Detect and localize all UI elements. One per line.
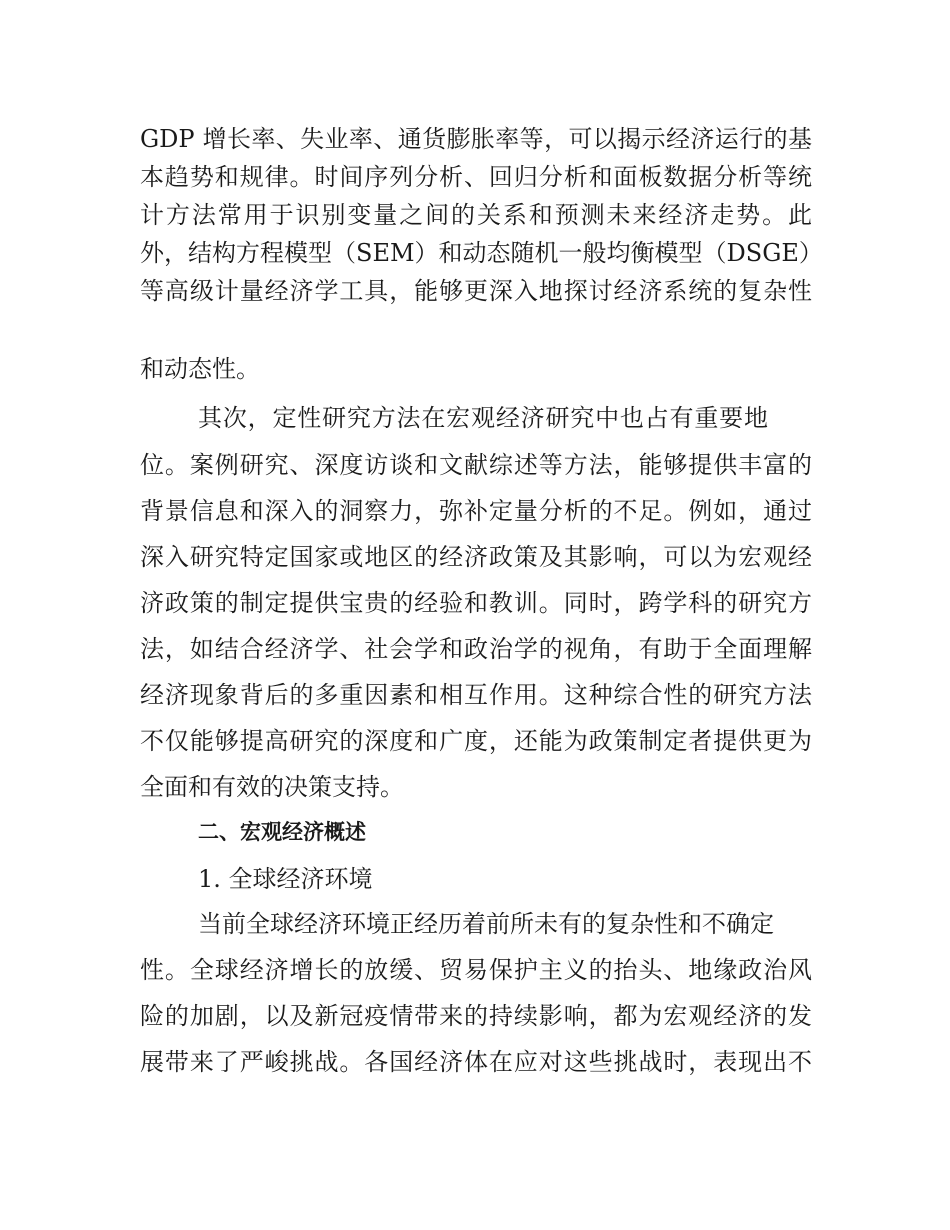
paragraph-line: 不仅能够提高研究的深度和广度，还能为政策制定者提供更为 [140,727,812,755]
paragraph-line: 险的加剧，以及新冠疫情带来的持续影响，都为宏观经济的发 [140,1002,812,1030]
paragraph-line: 性。全球经济增长的放缓、贸易保护主义的抬头、地缘政治风 [140,956,812,984]
subsection-heading: 1. 全球经济环境 [198,865,373,893]
paragraph-line: 全面和有效的决策支持。 [140,773,404,801]
paragraph-line: GDP 增长率、失业率、通货膨胀率等，可以揭示经济运行的基 [140,125,812,153]
paragraph-line: 济政策的制定提供宝贵的经验和教训。同时，跨学科的研究方 [140,589,812,617]
paragraph-line: 计方法常用于识别变量之间的关系和预测未来经济走势。此 [140,201,812,229]
paragraph-line: 和动态性。 [140,355,260,383]
paragraph-line: 位。案例研究、深度访谈和文献综述等方法，能够提供丰富的 [140,451,812,479]
paragraph-line: 本趋势和规律。时间序列分析、回归分析和面板数据分析等统 [140,163,812,191]
paragraph-line: 深入研究特定国家或地区的经济政策及其影响，可以为宏观经 [140,543,812,571]
paragraph-line: 等高级计量经济学工具，能够更深入地探讨经济系统的复杂性 [140,277,812,305]
paragraph-line: 其次，定性研究方法在宏观经济研究中也占有重要地 [198,404,768,432]
paragraph-line: 外，结构方程模型（SEM）和动态随机一般均衡模型（DSGE） [140,239,823,267]
paragraph-line: 展带来了严峻挑战。各国经济体在应对这些挑战时，表现出不 [140,1048,812,1076]
paragraph-line: 当前全球经济环境正经历着前所未有的复杂性和不确定 [198,910,774,938]
paragraph-line: 经济现象背后的多重因素和相互作用。这种综合性的研究方法 [140,681,812,709]
paragraph-line: 法，如结合经济学、社会学和政治学的视角，有助于全面理解 [140,635,812,663]
paragraph-line: 背景信息和深入的洞察力，弥补定量分析的不足。例如，通过 [140,497,812,525]
section-heading: 二、宏观经济概述 [198,820,366,844]
